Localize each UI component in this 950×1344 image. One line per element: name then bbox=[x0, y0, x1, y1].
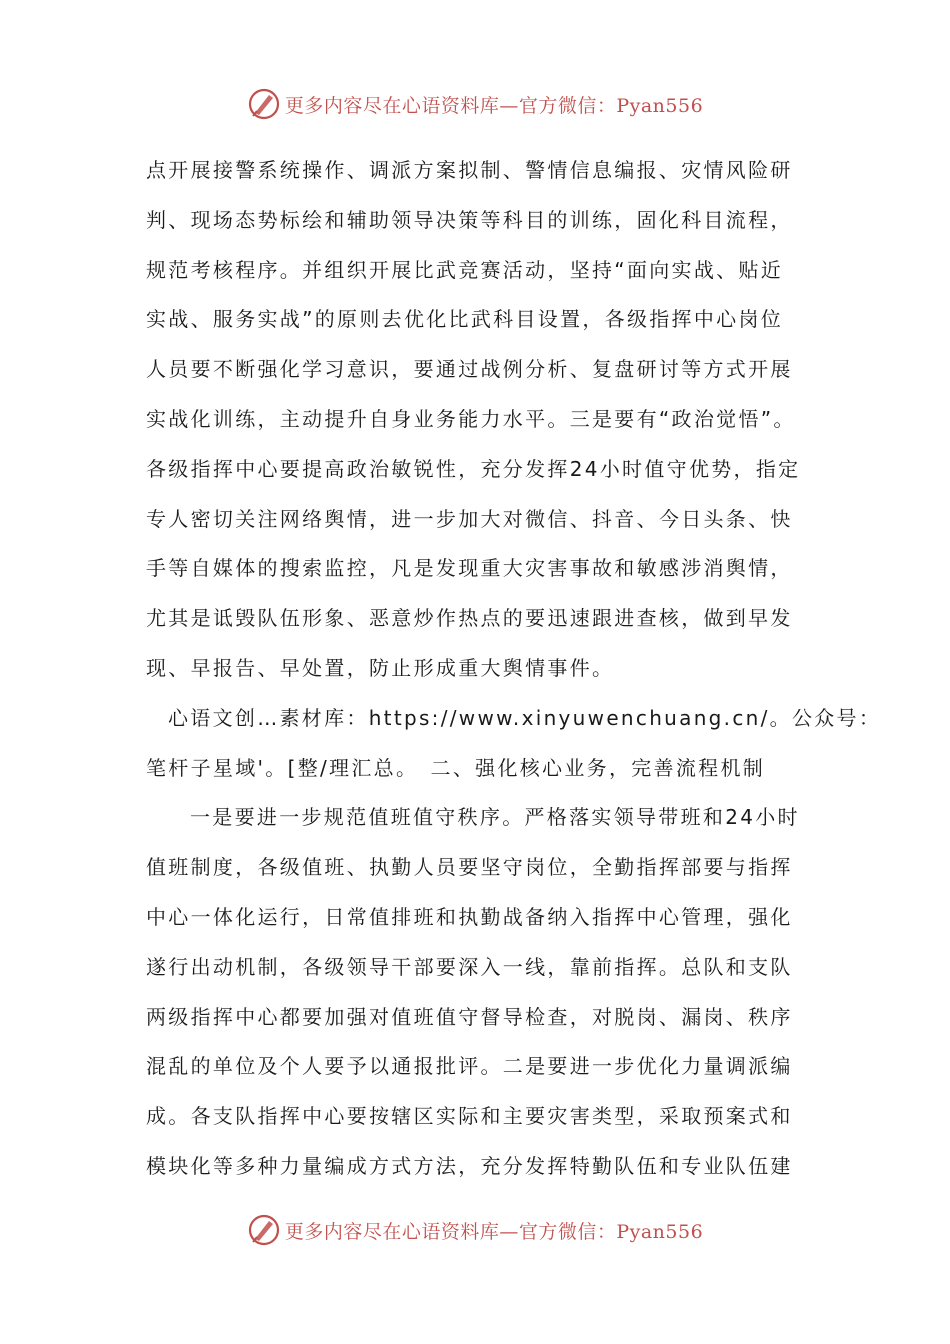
header-watermark-banner bbox=[0, 84, 950, 124]
text-line: 人员要不断强化学习意识，要通过战例分析、复盘研讨等方式开展 bbox=[146, 357, 793, 382]
text-line: 混乱的单位及个人要予以通报批评。二是要进一步优化力量调派编 bbox=[146, 1054, 793, 1079]
text-line: 点开展接警系统操作、调派方案拟制、警情信息编报、灾情风险研 bbox=[146, 158, 793, 182]
quill-pen-icon bbox=[247, 87, 281, 121]
text-line: 判、现场态势标绘和辅助领导决策等科目的训练，固化科目流程， bbox=[146, 207, 793, 232]
text-line-paragraph-start: 一是要进一步规范值班值守秩序。严格落实领导带班和24小时 bbox=[190, 805, 800, 830]
text-line: 各级指挥中心要提高政治敏锐性，充分发挥24小时值守优势，指定 bbox=[146, 456, 801, 481]
text-line: 规范考核程序。并组织开展比武竞赛活动，坚持“面向实战、贴近 bbox=[146, 257, 784, 282]
text-line: 专人密切关注网络舆情，进一步加大对微信、抖音、今日头条、快 bbox=[146, 506, 793, 531]
text-line-source-note: 心语文创…素材库：https://www.xinyuwenchuang.cn/。公众号： bbox=[168, 705, 882, 730]
text-line: 两级指挥中心都要加强对值班值守督导检查，对脱岗、漏岗、秩序 bbox=[146, 1004, 793, 1029]
document-body bbox=[146, 146, 882, 1192]
text-line-section-heading: 笔杆子星域'。[整/理汇总。 二、强化核心业务，完善流程机制 bbox=[146, 755, 766, 780]
text-line: 模块化等多种力量编成方式方法，充分发挥特勤队伍和专业队伍建 bbox=[146, 1153, 793, 1178]
text-line: 值班制度，各级值班、执勤人员要坚守岗位，全勤指挥部要与指挥 bbox=[146, 855, 793, 880]
text-line: 中心一体化运行，日常值排班和执勤战备纳入指挥中心管理，强化 bbox=[146, 904, 793, 929]
text-line: 手等自媒体的搜索监控，凡是发现重大灾害事故和敏感涉消舆情， bbox=[146, 556, 793, 581]
text-line: 遂行出动机制，各级领导干部要深入一线，靠前指挥。总队和支队 bbox=[146, 954, 793, 979]
footer-banner-text: 更多内容尽在心语资料库—官方微信：Pyan556 bbox=[284, 1220, 704, 1243]
text-line: 现、早报告、早处置，防止形成重大舆情事件。 bbox=[146, 655, 615, 680]
text-line: 实战化训练，主动提升自身业务能力水平。三是要有“政治觉悟”。 bbox=[146, 406, 796, 431]
text-line: 成。各支队指挥中心要按辖区实际和主要灾害类型，采取预案式和 bbox=[146, 1104, 793, 1129]
text-line: 实战、服务实战”的原则去优化比武科目设置，各级指挥中心岗位 bbox=[146, 307, 784, 332]
footer-watermark-banner bbox=[0, 1210, 950, 1250]
header-banner-text: 更多内容尽在心语资料库—官方微信：Pyan556 bbox=[284, 94, 704, 117]
text-line: 尤其是诋毁队伍形象、恶意炒作热点的要迅速跟进查核，做到早发 bbox=[146, 606, 793, 631]
quill-pen-icon bbox=[247, 1213, 281, 1247]
